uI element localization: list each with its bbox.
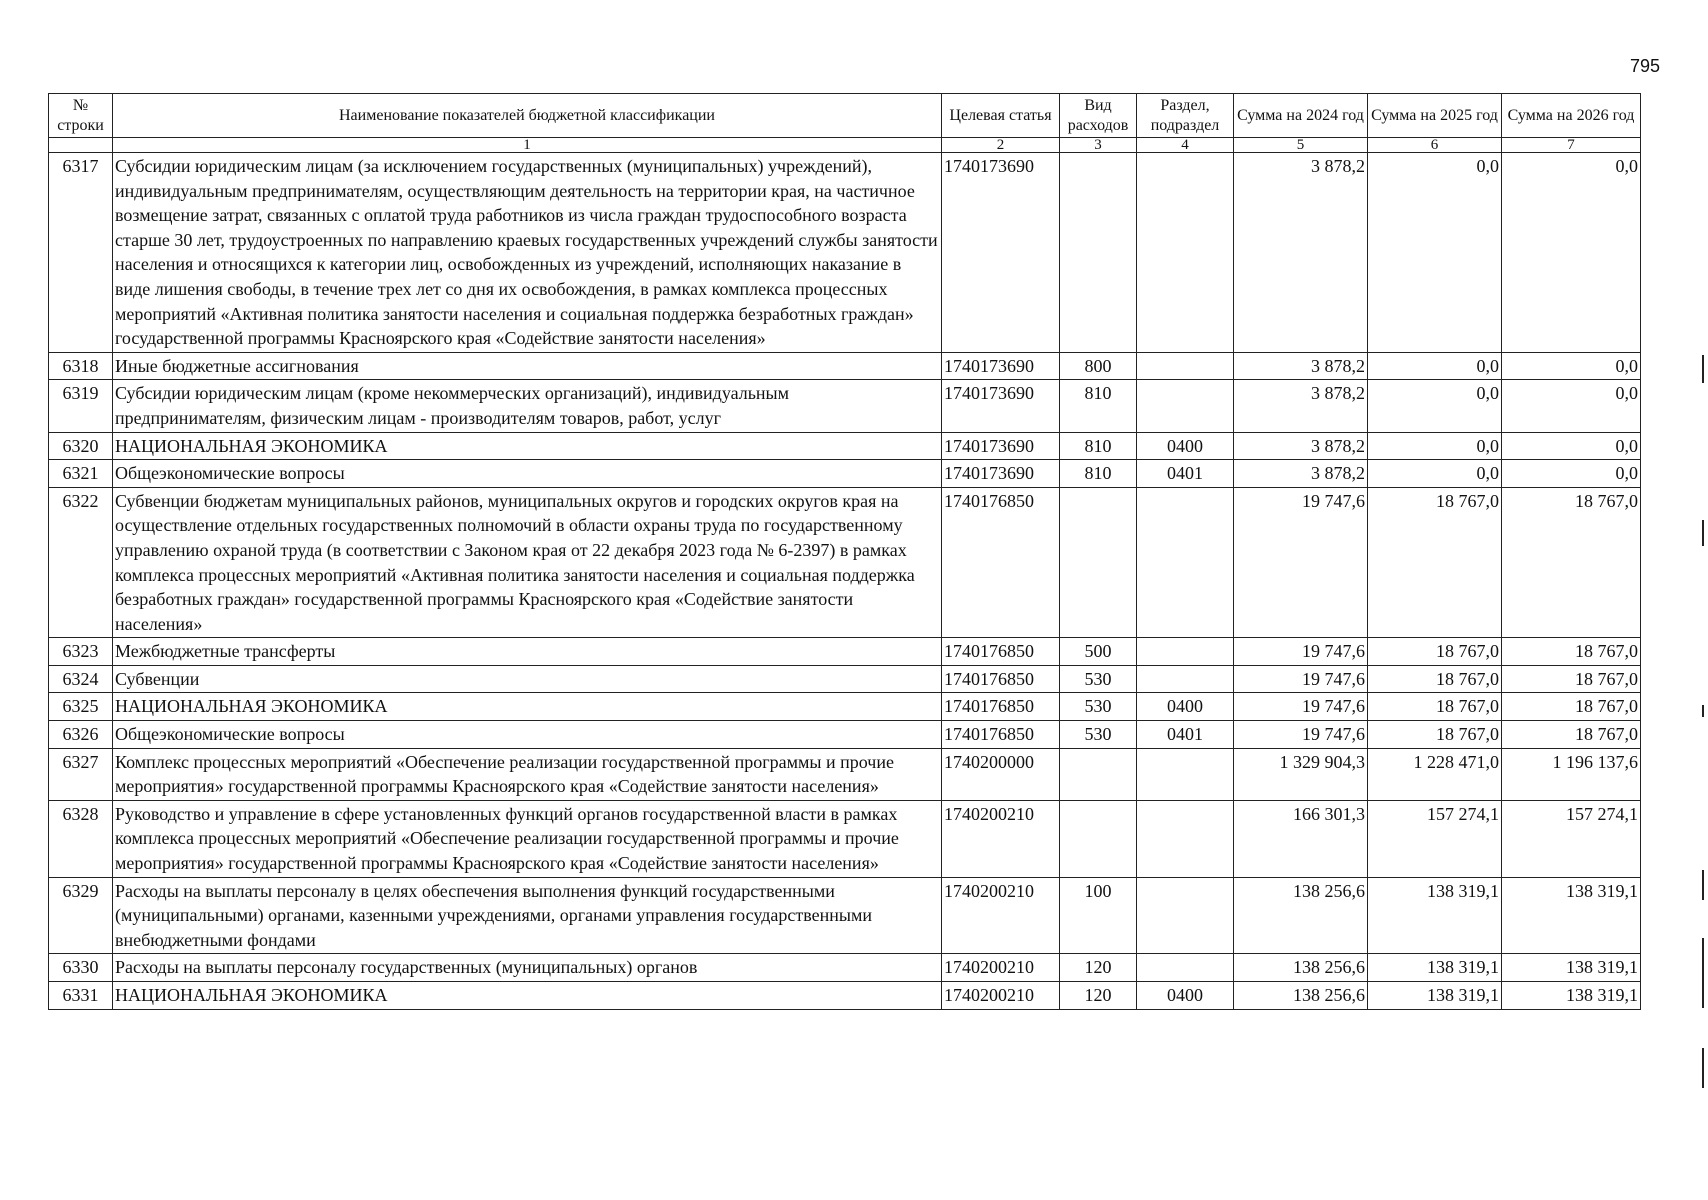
budget-table — [48, 93, 1641, 1010]
indicator-name: Общеэкономические вопросы — [113, 721, 942, 749]
row-number: 6317 — [49, 153, 113, 353]
section-subsection: 0400 — [1137, 693, 1234, 721]
section-subsection — [1137, 800, 1234, 877]
target-article: 1740173690 — [942, 460, 1060, 488]
amount-2026: 138 319,1 — [1502, 954, 1641, 982]
amount-2025: 138 319,1 — [1368, 954, 1502, 982]
target-article: 1740200210 — [942, 982, 1060, 1010]
table-row — [49, 460, 1641, 488]
expense-type: 810 — [1060, 460, 1137, 488]
amount-2024: 3 878,2 — [1234, 153, 1368, 353]
amount-2024: 19 747,6 — [1234, 693, 1368, 721]
indicator-name: Руководство и управление в сфере установленных функций органов государственной власти в рамках комплекса процессных мероприятий «Обеспечение реализации государственной программы и прочие мероприятия» государственной программы Красноярского края «Содействие занятости населения» — [113, 800, 942, 877]
amount-2026: 18 767,0 — [1502, 638, 1641, 666]
expense-type: 120 — [1060, 954, 1137, 982]
section-subsection — [1137, 665, 1234, 693]
row-number: 6320 — [49, 432, 113, 460]
amount-2024: 3 878,2 — [1234, 352, 1368, 380]
table-row — [49, 380, 1641, 432]
expense-type: 100 — [1060, 877, 1137, 954]
column-number: 3 — [1060, 138, 1137, 153]
table-row — [49, 153, 1641, 353]
amount-2026: 138 319,1 — [1502, 877, 1641, 954]
amount-2025: 18 767,0 — [1368, 665, 1502, 693]
amount-2024: 19 747,6 — [1234, 487, 1368, 638]
expense-type — [1060, 487, 1137, 638]
target-article: 1740173690 — [942, 432, 1060, 460]
column-number: 7 — [1502, 138, 1641, 153]
amount-2024: 138 256,6 — [1234, 877, 1368, 954]
target-article: 1740176850 — [942, 487, 1060, 638]
expense-type: 810 — [1060, 432, 1137, 460]
column-number: 5 — [1234, 138, 1368, 153]
row-number: 6328 — [49, 800, 113, 877]
amount-2024: 19 747,6 — [1234, 665, 1368, 693]
indicator-name: Межбюджетные трансферты — [113, 638, 942, 666]
target-article: 1740200210 — [942, 877, 1060, 954]
section-subsection — [1137, 748, 1234, 800]
amount-2024: 19 747,6 — [1234, 721, 1368, 749]
amount-2024: 3 878,2 — [1234, 432, 1368, 460]
section-subsection — [1137, 352, 1234, 380]
header-cell: Наименование показателей бюджетной классификации — [113, 94, 942, 138]
amount-2026: 157 274,1 — [1502, 800, 1641, 877]
amount-2026: 0,0 — [1502, 352, 1641, 380]
table-row — [49, 721, 1641, 749]
table-row — [49, 954, 1641, 982]
amount-2025: 18 767,0 — [1368, 693, 1502, 721]
header-cell: Вид расходов — [1060, 94, 1137, 138]
amount-2025: 157 274,1 — [1368, 800, 1502, 877]
header-cell: № строки — [49, 94, 113, 138]
indicator-name: Субсидии юридическим лицам (за исключением государственных (муниципальных) учреждений), индивидуальным предпринимателям, осуществляющим деятельность на территории края, на частичное возмещение затрат, связанных с оплатой труда работников из числа граждан трудоспособного возраста старше 30 лет, трудоустроенных по направлению краевых государственных учреждений службы занятости населения и относящихся к категории лиц, освобожденных из учреждений, исполняющих наказание в виде лишения свободы, в течение трех лет со дня их освобождения, в рамках комплекса процессных мероприятий «Активная политика занятости населения и социальная поддержка безработных граждан» государственной программы Красноярского края «Содействие занятости населения» — [113, 153, 942, 353]
amount-2024: 1 329 904,3 — [1234, 748, 1368, 800]
expense-type: 810 — [1060, 380, 1137, 432]
header-cell: Сумма на 2024 год — [1234, 94, 1368, 138]
amount-2026: 0,0 — [1502, 460, 1641, 488]
header-cell: Раздел, подраздел — [1137, 94, 1234, 138]
amount-2026: 0,0 — [1502, 432, 1641, 460]
row-number: 6322 — [49, 487, 113, 638]
row-number: 6324 — [49, 665, 113, 693]
target-article: 1740200000 — [942, 748, 1060, 800]
amount-2024: 3 878,2 — [1234, 380, 1368, 432]
indicator-name: Общеэкономические вопросы — [113, 460, 942, 488]
amount-2025: 138 319,1 — [1368, 877, 1502, 954]
indicator-name: Расходы на выплаты персоналу государственных (муниципальных) органов — [113, 954, 942, 982]
amount-2025: 138 319,1 — [1368, 982, 1502, 1010]
indicator-name: Расходы на выплаты персоналу в целях обеспечения выполнения функций государственными (муниципальными) органами, казенными учреждениями, органами управления государственными внебюджетными фондами — [113, 877, 942, 954]
column-number: 2 — [942, 138, 1060, 153]
indicator-name: Субвенции бюджетам муниципальных районов, муниципальных округов и городских округов края на осуществление отдельных государственных полномочий в области охраны труда по государственному управлению охраной труда (в соответствии с Законом края от 22 декабря 2023 года № 6-2397) в рамках комплекса процессных мероприятий «Активная политика занятости населения и социальная поддержка безработных граждан» государственной программы Красноярского края «Содействие занятости населения» — [113, 487, 942, 638]
table-row — [49, 982, 1641, 1010]
scan-margin-mark — [1702, 520, 1704, 546]
indicator-name: Иные бюджетные ассигнования — [113, 352, 942, 380]
table-row — [49, 877, 1641, 954]
table-row — [49, 638, 1641, 666]
row-number: 6319 — [49, 380, 113, 432]
amount-2025: 18 767,0 — [1368, 487, 1502, 638]
indicator-name: Субсидии юридическим лицам (кроме некоммерческих организаций), индивидуальным предпринимателям, физическим лицам - производителям товаров, работ, услуг — [113, 380, 942, 432]
amount-2025: 18 767,0 — [1368, 638, 1502, 666]
amount-2026: 18 767,0 — [1502, 693, 1641, 721]
header-row — [49, 94, 1641, 138]
table-row — [49, 432, 1641, 460]
indicator-name: Субвенции — [113, 665, 942, 693]
section-subsection — [1137, 954, 1234, 982]
column-number: 4 — [1137, 138, 1234, 153]
scan-margin-mark — [1702, 938, 1704, 1008]
indicator-name: НАЦИОНАЛЬНАЯ ЭКОНОМИКА — [113, 693, 942, 721]
target-article: 1740173690 — [942, 352, 1060, 380]
expense-type: 500 — [1060, 638, 1137, 666]
header-cell: Сумма на 2026 год — [1502, 94, 1641, 138]
expense-type — [1060, 153, 1137, 353]
scan-margin-mark — [1702, 870, 1704, 900]
row-number: 6323 — [49, 638, 113, 666]
amount-2026: 0,0 — [1502, 380, 1641, 432]
target-article: 1740200210 — [942, 954, 1060, 982]
amount-2025: 0,0 — [1368, 460, 1502, 488]
scan-margin-mark — [1702, 355, 1704, 383]
row-number: 6330 — [49, 954, 113, 982]
indicator-name: Комплекс процессных мероприятий «Обеспечение реализации государственной программы и прочие мероприятия» государственной программы Красноярского края «Содействие занятости населения» — [113, 748, 942, 800]
table-row — [49, 693, 1641, 721]
table-row — [49, 665, 1641, 693]
page-number: 795 — [1630, 56, 1661, 76]
expense-type: 800 — [1060, 352, 1137, 380]
target-article: 1740173690 — [942, 153, 1060, 353]
row-number: 6329 — [49, 877, 113, 954]
amount-2024: 166 301,3 — [1234, 800, 1368, 877]
target-article: 1740200210 — [942, 800, 1060, 877]
table-row — [49, 352, 1641, 380]
target-article: 1740176850 — [942, 693, 1060, 721]
scan-margin-mark — [1702, 1048, 1704, 1088]
column-number: 6 — [1368, 138, 1502, 153]
row-number: 6331 — [49, 982, 113, 1010]
expense-type: 530 — [1060, 693, 1137, 721]
amount-2025: 0,0 — [1368, 380, 1502, 432]
table-row — [49, 487, 1641, 638]
amount-2024: 3 878,2 — [1234, 460, 1368, 488]
table-body — [49, 153, 1641, 1010]
amount-2025: 1 228 471,0 — [1368, 748, 1502, 800]
amount-2025: 0,0 — [1368, 153, 1502, 353]
expense-type — [1060, 748, 1137, 800]
scan-margin-mark — [1702, 705, 1704, 717]
expense-type — [1060, 800, 1137, 877]
section-subsection — [1137, 380, 1234, 432]
amount-2025: 18 767,0 — [1368, 721, 1502, 749]
header-cell: Целевая статья — [942, 94, 1060, 138]
target-article: 1740173690 — [942, 380, 1060, 432]
column-number-row — [49, 138, 1641, 153]
amount-2026: 18 767,0 — [1502, 665, 1641, 693]
amount-2025: 0,0 — [1368, 352, 1502, 380]
target-article: 1740176850 — [942, 638, 1060, 666]
row-number: 6318 — [49, 352, 113, 380]
section-subsection — [1137, 877, 1234, 954]
expense-type: 530 — [1060, 665, 1137, 693]
row-number: 6326 — [49, 721, 113, 749]
row-number: 6327 — [49, 748, 113, 800]
target-article: 1740176850 — [942, 721, 1060, 749]
amount-2026: 18 767,0 — [1502, 487, 1641, 638]
row-number: 6325 — [49, 693, 113, 721]
column-number: 1 — [113, 138, 942, 153]
table-row — [49, 800, 1641, 877]
column-number — [49, 138, 113, 153]
indicator-name: НАЦИОНАЛЬНАЯ ЭКОНОМИКА — [113, 982, 942, 1010]
amount-2026: 138 319,1 — [1502, 982, 1641, 1010]
section-subsection: 0401 — [1137, 721, 1234, 749]
header-cell: Сумма на 2025 год — [1368, 94, 1502, 138]
amount-2025: 0,0 — [1368, 432, 1502, 460]
section-subsection — [1137, 487, 1234, 638]
section-subsection — [1137, 153, 1234, 353]
section-subsection: 0400 — [1137, 982, 1234, 1010]
table-row — [49, 748, 1641, 800]
amount-2024: 138 256,6 — [1234, 954, 1368, 982]
indicator-name: НАЦИОНАЛЬНАЯ ЭКОНОМИКА — [113, 432, 942, 460]
amount-2024: 19 747,6 — [1234, 638, 1368, 666]
amount-2024: 138 256,6 — [1234, 982, 1368, 1010]
section-subsection: 0401 — [1137, 460, 1234, 488]
row-number: 6321 — [49, 460, 113, 488]
section-subsection: 0400 — [1137, 432, 1234, 460]
expense-type: 530 — [1060, 721, 1137, 749]
amount-2026: 18 767,0 — [1502, 721, 1641, 749]
amount-2026: 1 196 137,6 — [1502, 748, 1641, 800]
target-article: 1740176850 — [942, 665, 1060, 693]
expense-type: 120 — [1060, 982, 1137, 1010]
section-subsection — [1137, 638, 1234, 666]
amount-2026: 0,0 — [1502, 153, 1641, 353]
